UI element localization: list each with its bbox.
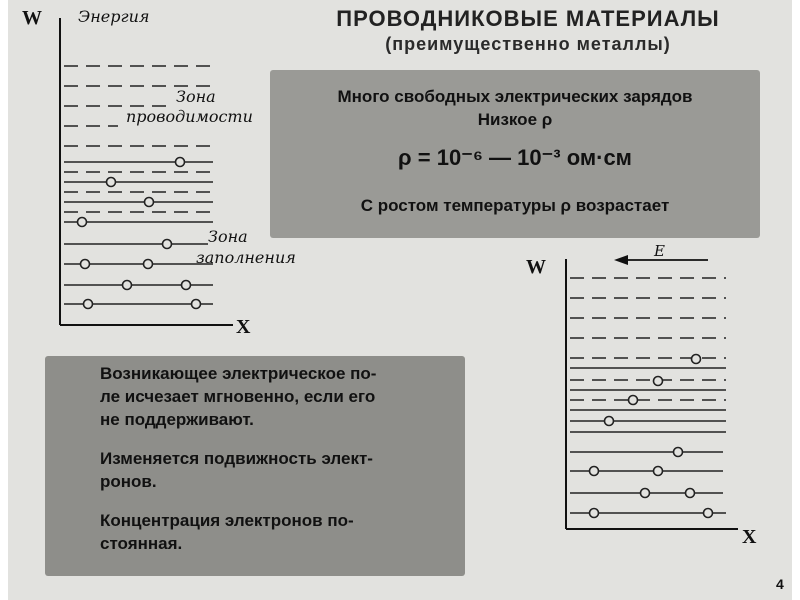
electron [590, 509, 599, 518]
axis-x-label-right: X [742, 526, 757, 548]
zone-filled-label-2: заполнения [196, 248, 296, 267]
page-title: ПРОВОДНИКОВЫЕ МАТЕРИАЛЫ [336, 6, 720, 31]
electron [144, 260, 153, 269]
property-low-resistivity: Низкое ρ [477, 110, 553, 129]
electrons-left [78, 158, 201, 309]
electron [145, 198, 154, 207]
electron [107, 178, 116, 187]
note-line: ронов. [100, 472, 157, 491]
electron [123, 281, 132, 290]
note-line: стоянная. [100, 534, 183, 553]
notes-panel [45, 356, 465, 576]
field-label: E [654, 245, 665, 260]
note-line: Изменяется подвижность элект- [100, 449, 373, 468]
page-subtitle: (преимущественно металлы) [385, 34, 671, 54]
page-number: 4 [776, 576, 784, 592]
electron [654, 377, 663, 386]
note-line: Концентрация электронов по- [100, 511, 354, 530]
property-resistivity-range: ρ = 10⁻⁶ — 10⁻³ ом·см [398, 145, 632, 170]
conduction-levels-right [570, 278, 726, 400]
zone-filled-label-1: Зона [208, 227, 248, 246]
note-line: Возникающее электрическое по- [100, 364, 377, 383]
electron [654, 467, 663, 476]
electron [641, 489, 650, 498]
electron [674, 448, 683, 457]
zone-conduction-label-2: проводимости [126, 107, 253, 126]
electron [81, 260, 90, 269]
property-temperature: С ростом температуры ρ возрастает [360, 196, 670, 215]
electron [182, 281, 191, 290]
properties-panel [270, 70, 760, 238]
electron [629, 396, 638, 405]
field-arrow-head [614, 255, 628, 265]
energy-caption: Энергия [78, 7, 150, 26]
property-free-charges: Много свободных электрических зарядов [337, 87, 693, 106]
electron [704, 509, 713, 518]
band-diagram-left [8, 0, 308, 345]
note-line: ле исчезает мгновенно, если его [100, 387, 376, 406]
electron [78, 218, 87, 227]
note-line: не поддерживают. [100, 410, 254, 429]
electron [176, 158, 185, 167]
axis-y-label-right: W [526, 256, 546, 278]
slide [8, 0, 792, 600]
band-diagram-right [518, 245, 768, 555]
zone-conduction-label-1: Зона [176, 87, 216, 106]
electron [84, 300, 93, 309]
electron [686, 489, 695, 498]
electron [163, 240, 172, 249]
electron [605, 417, 614, 426]
electron [192, 300, 201, 309]
electron [590, 467, 599, 476]
axis-y-label: W [22, 7, 42, 29]
axis-x-label: X [236, 316, 251, 338]
electron [692, 355, 701, 364]
